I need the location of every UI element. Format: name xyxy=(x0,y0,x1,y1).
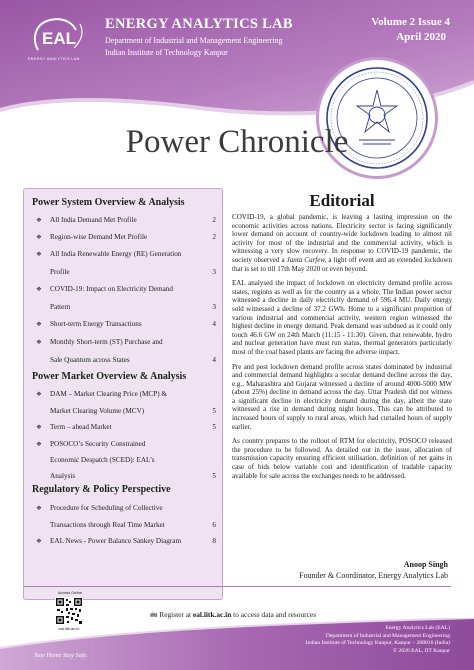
toc-item-text: All India Demand Met Profile xyxy=(50,216,137,224)
toc-section-heading: Regulatory & Policy Perspective xyxy=(32,484,171,495)
toc-item-text: Market Clearing Volume (MCV) xyxy=(50,407,145,415)
access-online-label: Access Online xyxy=(57,591,83,595)
footer-address: Energy Analytics Lab (EAL) Department of Industrial and Management Engineering Indian Institute of Technology Kanpur, Kanpur – 208016 (India) © 2020 EAL, IIT Kanpur xyxy=(305,625,450,654)
register-icon: 🖮 xyxy=(150,610,158,619)
toc-item-text: Region-wise Demand Met Profile xyxy=(50,233,148,241)
toc-item-text: Transactions through Real Time Market xyxy=(50,521,165,529)
toc-item-page: 8 xyxy=(212,537,216,545)
toc-item-page: 5 xyxy=(212,423,216,431)
diamond-bullet-icon: ❖ xyxy=(36,424,42,431)
editorial-paragraph: Pre and post lockdown demand profile across states dominated by industrial and commercial demand highlights a secular demand decline across the day, e.g., Maharashtra and Gujarat witnessed a decline of around 4000-5000 MW (about 25%) decline in demand across the day. Uttar Pradesh did not witness a significant decline in electricity demand during the day, albeit the state witnessed a rise in demand during night hours. This can be attributed to increased hours of supply to rural areas, which had curtailed hours of supply earlier. xyxy=(232,362,452,431)
eal-logo xyxy=(28,14,90,58)
divider xyxy=(23,586,451,587)
toc-item-text: Economic Despatch (SCED): EAL’s xyxy=(50,456,155,464)
toc-item-page: 5 xyxy=(212,407,216,415)
newsletter-title: Power Chronicle xyxy=(125,124,349,160)
toc-item-page: 5 xyxy=(212,472,216,480)
toc-item-page: 6 xyxy=(212,521,216,529)
toc-item-text: Analysis xyxy=(50,472,76,480)
register-line: 🖮 Register at eal.iitk.ac.in to access data and resources xyxy=(150,610,317,619)
toc-item-text: Profile xyxy=(50,268,70,276)
toc-item-text: All India Renewable Energy (RE) Generation xyxy=(50,250,182,258)
toc-item-page: 4 xyxy=(212,356,216,364)
toc-item-page: 3 xyxy=(212,268,216,276)
toc-section-heading: Power System Overview & Analysis xyxy=(32,197,185,208)
toc-item-page: 2 xyxy=(212,216,216,224)
toc-item-text: Short-term Energy Transactions xyxy=(50,320,142,328)
editorial-title: Editorial xyxy=(309,191,375,210)
diamond-bullet-icon: ❖ xyxy=(36,391,42,398)
signature-name: Anoop Singh xyxy=(403,560,448,569)
toc-item-text: EAL News - Power Balance Sankey Diagram xyxy=(50,537,182,545)
signature-role: Founder & Coordinator, Energy Analytics Lab xyxy=(299,571,448,580)
register-link[interactable]: eal.iitk.ac.in xyxy=(192,610,232,619)
volume-issue: Volume 2 Issue 4 xyxy=(371,16,450,28)
org-institute: Indian Institute of Technology Kanpur xyxy=(105,48,228,57)
toc-item-text: Pattern xyxy=(50,303,71,311)
toc-item-text: Term – ahead Market xyxy=(50,423,112,431)
toc-item-page: 3 xyxy=(212,303,216,311)
editorial-paragraph: COVID-19, a global pandemic, is leaving a lasting impression on the economic activities across nations. Electricity sector is facing significantly lower demand on account of country-wide lockdown leading to almost nil activity for most of the industrial and the commercial activity, which is witnessing a very slow recovery. In response to COVID-19 pandemic, the society observed a Janta Curfew, a light off event and an extended lockdown that is set to till 17th May 2020 or even beyond. xyxy=(232,213,453,273)
diamond-bullet-icon: ❖ xyxy=(36,217,42,224)
editorial-body xyxy=(232,213,452,486)
toc-item-text: Procedure for Scheduling of Collective xyxy=(50,504,163,512)
org-department: Department of Industrial and Management Engineering xyxy=(105,36,283,45)
toc-item-text: POSOCO’s Security Constrained xyxy=(50,440,146,448)
toc-section-heading: Power Market Overview & Analysis xyxy=(32,371,187,382)
diamond-bullet-icon: ❖ xyxy=(36,234,42,241)
contents-panel xyxy=(23,188,223,600)
logo-tagline: ENERGY ANALYTICS LAB xyxy=(28,57,80,61)
diamond-bullet-icon: ❖ xyxy=(36,339,42,346)
issue-date: April 2020 xyxy=(396,31,446,43)
diamond-bullet-icon: ❖ xyxy=(36,505,42,512)
svg-text:EAL: EAL xyxy=(42,29,76,48)
toc-item-text: COVID-19: Impact on Electricity Demand xyxy=(50,285,173,293)
editorial-paragraph: EAL analysed the impact of lockdown on electricity demand profile across states, regions as well as for the country as a whole. The Indian power sector witnessed a decline in daily electricity demand of 596.4 MU. Daily energy sold witnessed a decline of 37.2 GWh. Home to a significant proportion of various industrial and commercial activity, western region witnessed the highest decline in energy demand. Peak demand was subdued as it could only touch 46.6 GW on 24th March (11:15 - 11:30). Given, that renewable, hydro and nuclear generation have must run status, thermal generators particularly most of the coal based plants are facing the adverse impact. xyxy=(232,279,452,356)
editorial-paragraph: As country prepares to the rollout of RTM for electricity, POSOCO released the procedure to be followed. As detailed out in the issue, allocation of transmission capacity ensuring efficient utilisation, definition of net gains in case of bids below variable cost and identification of tradable capacity available for sale across the exchanges needs to be addressed. xyxy=(232,437,452,480)
org-title: ENERGY ANALYTICS LAB xyxy=(105,16,293,32)
toc-item-text: Sale Quantum across States xyxy=(50,356,130,364)
footer-slogan: Stay Home Stay Safe. xyxy=(34,652,88,659)
toc-item-text: Monthly Short-term (ST) Purchase and xyxy=(50,338,163,346)
diamond-bullet-icon: ❖ xyxy=(36,321,42,328)
access-url[interactable]: eal.iitk.ac.in xyxy=(58,626,80,631)
diamond-bullet-icon: ❖ xyxy=(36,251,42,258)
toc-item-text: DAM – Market Clearing Price (MCP) & xyxy=(50,390,167,398)
toc-item-page: 2 xyxy=(212,233,216,241)
toc-item-page: 4 xyxy=(212,320,216,328)
diamond-bullet-icon: ❖ xyxy=(36,441,42,448)
diamond-bullet-icon: ❖ xyxy=(36,286,42,293)
diamond-bullet-icon: ❖ xyxy=(36,538,42,545)
